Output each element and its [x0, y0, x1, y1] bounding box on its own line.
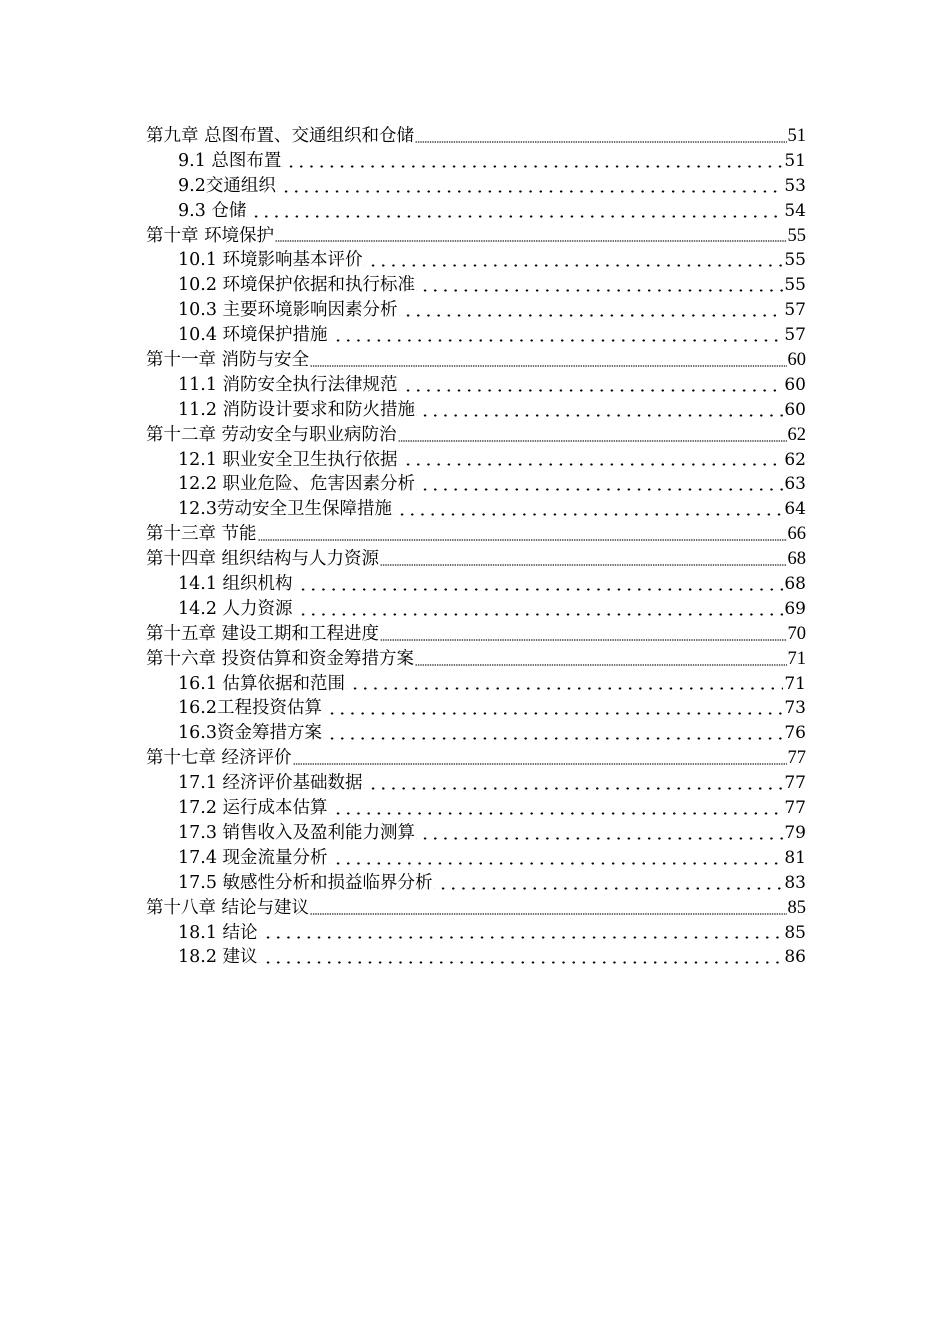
dot-leader	[259, 936, 784, 939]
dot-leader	[393, 513, 783, 516]
toc-section-entry[interactable]	[146, 174, 806, 199]
toc-section-entry[interactable]	[146, 298, 806, 323]
dot-leader	[310, 913, 786, 915]
toc-entry-page-number: 51	[787, 126, 806, 146]
toc-entry-page-number: 60	[784, 374, 806, 395]
dot-leader	[415, 664, 786, 666]
toc-entry-page-number: 76	[784, 723, 806, 744]
dot-leader	[329, 339, 784, 342]
dot-leader	[329, 862, 784, 865]
dot-leader	[434, 887, 784, 890]
toc-entry-page-number: 64	[784, 499, 806, 520]
toc-section-entry[interactable]	[146, 472, 806, 497]
toc-section-entry[interactable]	[146, 373, 806, 398]
toc-entry-page-number: 71	[784, 673, 806, 694]
dot-leader	[380, 564, 786, 566]
toc-chapter-entry[interactable]	[146, 423, 806, 448]
toc-chapter-entry[interactable]	[146, 622, 806, 647]
toc-entry-page-number: 55	[784, 250, 806, 271]
toc-entry-title: 12.2 职业危险、危害因素分析	[178, 474, 416, 495]
toc-section-entry[interactable]	[146, 945, 806, 970]
toc-entry-page-number: 51	[784, 150, 806, 171]
toc-entry-page-number: 79	[784, 822, 806, 843]
toc-entry-title: 17.4 现金流量分析	[178, 847, 328, 868]
dot-leader	[294, 613, 784, 616]
toc-entry-title: 16.2工程投资估算	[178, 698, 322, 719]
toc-section-entry[interactable]	[146, 821, 806, 846]
toc-entry-title: 第十一章 消防与安全	[146, 350, 310, 371]
toc-chapter-entry[interactable]	[146, 522, 806, 547]
toc-section-entry[interactable]	[146, 448, 806, 473]
toc-entry-page-number: 86	[784, 947, 806, 968]
dot-leader	[329, 812, 784, 815]
toc-entry-title: 10.3 主要环境影响因素分析	[178, 300, 398, 321]
dot-leader	[364, 787, 784, 790]
toc-entry-title: 第十六章 投资估算和资金筹措方案	[146, 648, 415, 669]
dot-leader	[247, 215, 783, 218]
dot-leader	[258, 539, 787, 541]
toc-entry-title: 第十二章 劳动安全与职业病防治	[146, 424, 397, 445]
toc-entry-title: 10.1 环境影响基本评价	[178, 250, 363, 271]
dot-leader	[259, 961, 784, 964]
toc-entry-title: 12.1 职业安全卫生执行依据	[178, 449, 398, 470]
toc-section-entry[interactable]	[146, 273, 806, 298]
toc-section-entry[interactable]	[146, 696, 806, 721]
toc-entry-page-number: 77	[784, 798, 806, 819]
toc-section-entry[interactable]	[146, 398, 806, 423]
toc-chapter-entry[interactable]	[146, 547, 806, 572]
toc-section-entry[interactable]	[146, 771, 806, 796]
toc-entry-title: 16.3资金筹措方案	[178, 723, 322, 744]
toc-entry-page-number: 70	[787, 623, 806, 644]
dot-leader	[346, 687, 783, 690]
dot-leader	[310, 365, 786, 367]
toc-entry-page-number: 81	[784, 847, 806, 868]
toc-entry-page-number: 68	[784, 574, 806, 595]
toc-entry-title: 9.2交通组织	[178, 175, 276, 196]
toc-section-entry[interactable]	[146, 248, 806, 273]
dot-leader	[294, 588, 784, 591]
toc-entry-page-number: 83	[784, 872, 806, 893]
dot-leader	[415, 141, 786, 143]
toc-section-entry[interactable]	[146, 323, 806, 348]
toc-chapter-entry[interactable]	[146, 647, 806, 672]
toc-entry-title: 第十四章 组织结构与人力资源	[146, 549, 380, 570]
toc-entry-title: 第十七章 经济评价	[146, 748, 292, 769]
toc-entry-page-number: 71	[787, 648, 806, 669]
toc-section-entry[interactable]	[146, 871, 806, 896]
toc-entry-title: 第十五章 建设工期和工程进度	[146, 623, 380, 644]
toc-chapter-entry[interactable]	[146, 224, 806, 249]
toc-entry-page-number: 85	[787, 897, 806, 918]
dot-leader	[416, 488, 783, 491]
toc-chapter-entry[interactable]	[146, 348, 806, 373]
dot-leader	[282, 165, 783, 168]
dot-leader	[364, 264, 784, 267]
table-of-contents	[146, 124, 806, 970]
toc-section-entry[interactable]	[146, 497, 806, 522]
toc-section-entry[interactable]	[146, 796, 806, 821]
toc-chapter-entry[interactable]	[146, 896, 806, 921]
toc-entry-page-number: 62	[784, 449, 806, 470]
toc-entry-page-number: 68	[787, 549, 806, 570]
toc-chapter-entry[interactable]	[146, 124, 806, 149]
dot-leader	[293, 763, 787, 765]
dot-leader	[399, 389, 784, 392]
toc-entry-title: 12.3劳动安全卫生保障措施	[178, 499, 392, 520]
toc-entry-title: 第十章 环境保护	[146, 225, 275, 246]
toc-entry-title: 18.1 结论	[178, 922, 258, 943]
dot-leader	[398, 440, 787, 442]
dot-leader	[323, 737, 783, 740]
toc-entry-page-number: 57	[784, 325, 806, 346]
toc-entry-title: 14.2 人力资源	[178, 598, 293, 619]
dot-leader	[416, 414, 783, 417]
toc-entry-title: 11.2 消防设计要求和防火措施	[178, 399, 416, 420]
toc-entry-page-number: 53	[784, 175, 806, 196]
toc-entry-page-number: 57	[784, 300, 806, 321]
toc-section-entry[interactable]	[146, 921, 806, 946]
toc-entry-title: 第九章 总图布置、交通组织和仓储	[146, 126, 415, 146]
toc-section-entry[interactable]	[146, 149, 806, 174]
dot-leader	[416, 289, 783, 292]
toc-entry-title: 17.3 销售收入及盈利能力测算	[178, 822, 416, 843]
toc-entry-page-number: 69	[784, 598, 806, 619]
toc-entry-title: 17.5 敏感性分析和损益临界分析	[178, 872, 433, 893]
toc-section-entry[interactable]	[146, 597, 806, 622]
toc-entry-page-number: 63	[784, 474, 806, 495]
toc-entry-page-number: 85	[784, 922, 806, 943]
toc-entry-title: 14.1 组织机构	[178, 574, 293, 595]
toc-entry-title: 11.1 消防安全执行法律规范	[178, 374, 398, 395]
toc-chapter-entry[interactable]	[146, 746, 806, 771]
toc-entry-title: 9.1 总图布置	[178, 150, 282, 171]
toc-entry-page-number: 77	[784, 773, 806, 794]
toc-entry-title: 第十三章 节能	[146, 524, 257, 545]
toc-section-entry[interactable]	[146, 199, 806, 224]
toc-entry-title: 17.2 运行成本估算	[178, 798, 328, 819]
dot-leader	[380, 639, 786, 641]
toc-entry-title: 10.2 环境保护依据和执行标准	[178, 275, 416, 296]
toc-section-entry[interactable]	[146, 672, 806, 697]
toc-entry-page-number: 62	[787, 424, 806, 445]
toc-entry-title: 16.1 估算依据和范围	[178, 673, 346, 694]
dot-leader	[399, 463, 784, 466]
toc-entry-title: 18.2 建议	[178, 947, 258, 968]
dot-leader	[323, 712, 783, 715]
toc-entry-title: 9.3 仓储	[178, 200, 247, 221]
toc-entry-title: 17.1 经济评价基础数据	[178, 773, 363, 794]
toc-entry-page-number: 60	[784, 399, 806, 420]
dot-leader	[277, 190, 784, 193]
dot-leader	[275, 240, 786, 242]
toc-section-entry[interactable]	[146, 572, 806, 597]
dot-leader	[399, 314, 784, 317]
toc-entry-page-number: 55	[787, 225, 806, 246]
toc-entry-page-number: 55	[784, 275, 806, 296]
toc-entry-title: 10.4 环境保护措施	[178, 325, 328, 346]
toc-entry-page-number: 60	[787, 350, 806, 371]
toc-entry-page-number: 66	[787, 524, 806, 545]
toc-entry-title: 第十八章 结论与建议	[146, 897, 310, 918]
dot-leader	[416, 837, 783, 840]
toc-entry-page-number: 77	[787, 748, 806, 769]
toc-section-entry[interactable]	[146, 721, 806, 746]
toc-entry-page-number: 54	[784, 200, 806, 221]
toc-section-entry[interactable]	[146, 846, 806, 871]
toc-entry-page-number: 73	[784, 698, 806, 719]
